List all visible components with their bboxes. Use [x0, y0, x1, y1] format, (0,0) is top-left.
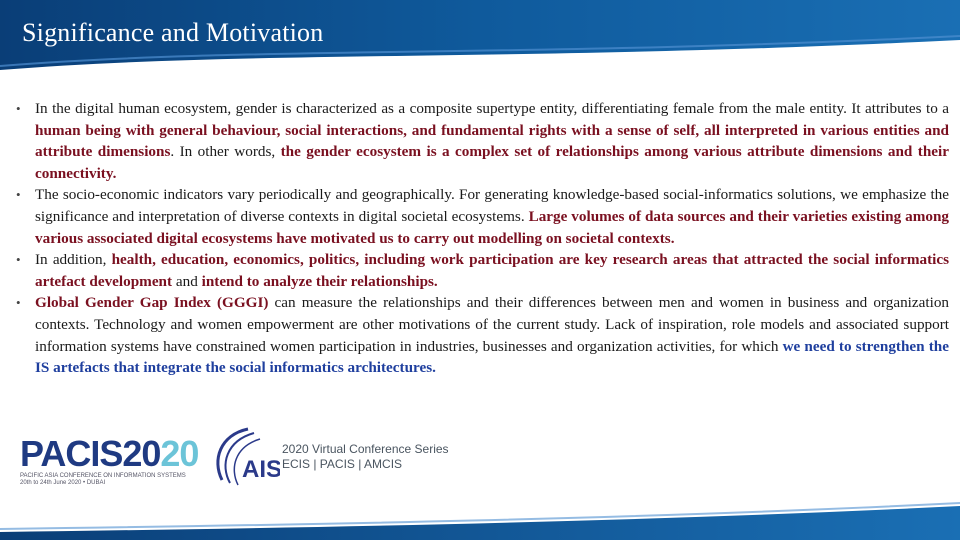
bullet-item — [12, 292, 949, 378]
bullet-item — [12, 98, 949, 184]
bullet-text-segment: human being with general behaviour, social interactions, and fundamental rights with a sense of self, all interpreted in various entities and attribute dimensions — [35, 121, 949, 161]
ais-line2: ECIS | PACIS | AMCIS — [282, 457, 403, 471]
bullet-marker: • — [16, 187, 21, 203]
bullet-list — [12, 98, 949, 379]
bullet-text-segment: In the digital human ecosystem, gender is characterized as a composite supertype entity, differentiating female from the male entity. It attributes to a — [35, 100, 949, 117]
bullet-text-segment: the gender ecosystem is a complex set of relationships among various attribute dimensions and their connectivity. — [35, 143, 949, 182]
bullet-text-segment: can measure the relationships and their differences between men and women in business and organization contexts. Technology and women empowerment are other motivations of the current study. Lack of inspiration, role models and associated support information systems have constrained women participation in industries, businesses and organization activities, for which — [35, 294, 950, 355]
bullet-item — [12, 184, 949, 249]
pacis-logo — [20, 433, 198, 487]
pacis-logo-sub-line1: PACIFIC ASIA CONFERENCE ON INFORMATION SYSTEMS — [20, 473, 186, 479]
bullet-text-segment: and — [172, 272, 202, 290]
footer-banner — [0, 502, 960, 540]
page-title: Significance and Motivation — [22, 18, 324, 47]
bullet-text-segment: In addition, — [35, 251, 112, 269]
footer-background — [0, 502, 960, 540]
bullet-text-segment: Global Gender Gap Index (GGGI) — [35, 294, 269, 312]
bullet-marker: • — [16, 252, 21, 268]
ais-globe-icon — [210, 425, 280, 487]
pacis-logo-year-a: 20 — [122, 433, 161, 474]
pacis-logo-subtitle — [20, 473, 198, 487]
bullet-marker: • — [16, 295, 21, 311]
footer-logos — [20, 425, 460, 490]
pacis-logo-sub-line2: 20th to 24th June 2020 • DUBAI — [20, 480, 106, 486]
bullet-text-segment: we need to strengthen the IS artefacts that integrate the social informatics architectures. — [35, 337, 949, 377]
pacis-logo-word: PACIS — [20, 433, 123, 474]
ais-mark: AIS — [242, 456, 280, 483]
bullet-text-segment: The socio-economic indicators vary periodically and geographically. For generating knowledge-based social-informatics solutions, we emphasize the significance and interpretation of diverse contexts in digital societal ecosystems. — [35, 186, 949, 225]
header-banner — [0, 0, 960, 90]
bullet-text-segment: health, education, economics, politics, including work participation are key research areas that attracted the social informatics artefact development — [35, 251, 949, 290]
bullet-marker: • — [16, 101, 21, 116]
bullet-text-segment: intend to analyze their relationships. — [201, 272, 438, 290]
bullet-text-segment: Large volumes of data sources and their varieties existing among various associated digital ecosystems have motivated us to carry out modelling on societal contexts. — [35, 207, 949, 247]
bullet-item — [12, 249, 949, 292]
pacis-logo-year-b: 20 — [160, 433, 199, 474]
bullet-text-segment: . In other words, — [170, 143, 281, 161]
ais-logo-text — [282, 442, 449, 472]
ais-line1: 2020 Virtual Conference Series — [282, 442, 449, 456]
ais-logo — [210, 425, 280, 492]
